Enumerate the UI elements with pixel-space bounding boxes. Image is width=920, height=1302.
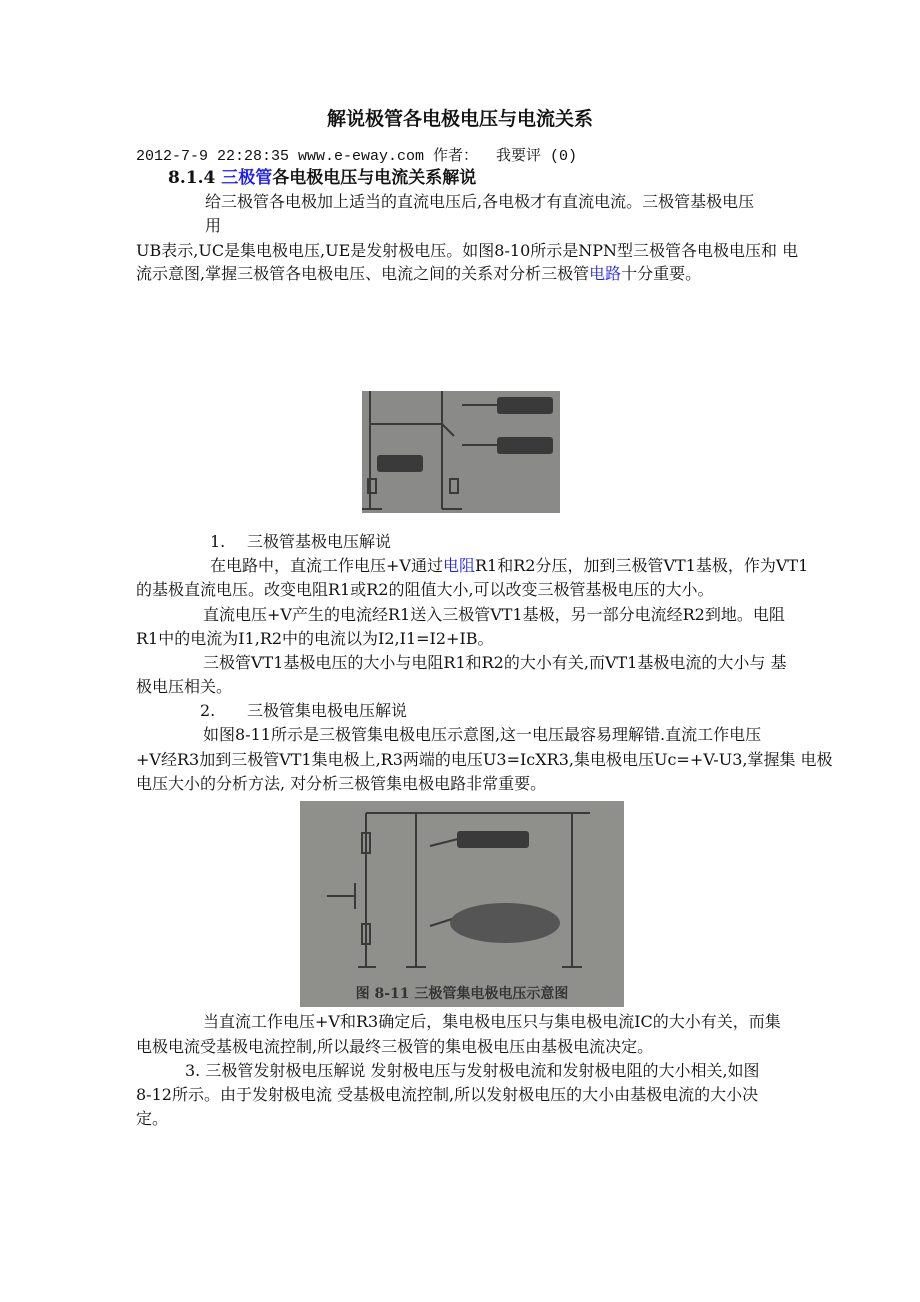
text: 在电路中，直流工作电压+V通过	[210, 556, 443, 575]
paragraph-line: 直流电压+V产生的电流经R1送入三极管VT1基极，另一部分电流经R2到地。电阻	[203, 605, 785, 624]
collector-voltage-diagram	[300, 801, 624, 1007]
section1-number: 1.	[210, 532, 226, 551]
intro-text: 十分重要。	[621, 264, 702, 283]
section1-title: 三极管基极电压解说	[247, 532, 392, 551]
intro-line: 用	[205, 216, 222, 235]
section2-number: 2.	[200, 701, 216, 720]
intro-line: 给三极管各电极加上适当的直流电压后,各电极才有直流电流。三极管基极电压	[205, 192, 755, 211]
page-title: 解说极管各电极电压与电流关系	[326, 108, 593, 130]
intro-line	[136, 264, 701, 284]
section3-line: 8-12所示。由于发射极电流 受基极电流控制,所以发射极电压的大小由基极电流的大小决	[136, 1085, 759, 1104]
section3-line: 定。	[136, 1109, 169, 1128]
paragraph-line: 极电压相关。	[136, 677, 233, 696]
section-heading	[168, 168, 476, 188]
figure-8-10-image	[362, 391, 560, 513]
paragraph-line: 当直流工作电压+V和R3确定后，集电极电压只与集电极电流IC的大小有关，而集	[203, 1012, 781, 1031]
intro-text: 流示意图,掌握三极管各电极电压、电流之间的关系对分析三极管	[136, 264, 590, 283]
paragraph-line: 的基极直流电压。改变电阻R1或R2的阻值大小,可以改变三极管基极电压的大小。	[136, 580, 714, 599]
section3-line: 3. 三极管发射极电压解说 发射极电压与发射极电流和发射极电阻的大小相关,如图	[185, 1061, 760, 1080]
figure-caption: 图 8-11 三极管集电极电压示意图	[355, 986, 569, 1002]
link-circuit[interactable]: 电路	[589, 264, 622, 283]
text: R1和R2分压，加到三极管VT1基极，作为VT1	[474, 556, 809, 575]
paragraph-line: 电压大小的分析方法, 对分析三极管集电极电路非常重要。	[136, 774, 547, 793]
heading-number: 8.1.4	[168, 168, 222, 188]
heading-text: 各电极电压与电流关系解说	[272, 168, 477, 188]
paragraph-line: R1中的电流为I1,R2中的电流以为I2,I1=I2+IB。	[136, 629, 494, 648]
section2-title: 三极管集电极电压解说	[247, 701, 408, 720]
paragraph-line: +V经R3加到三极管VT1集电极上,R3两端的电压U3=IcXR3,集电极电压Uc=+V-U3,掌握集 电极	[136, 750, 833, 769]
paragraph-line: 电极电流受基极电流控制,所以最终三极管的集电极电压由基极电流决定。	[136, 1037, 654, 1056]
intro-line: UB表示,UC是集电极电压,UE是发射极电压。如图8-10所示是NPN型三极管各电极电压和 电	[136, 241, 799, 260]
paragraph-line: 如图8-11所示是三极管集电极电压示意图,这一电压最容易理解错.直流工作电压	[203, 725, 762, 744]
figure-8-11-image	[300, 801, 624, 1007]
circuit-diagram	[362, 391, 560, 513]
link-resistor[interactable]: 电阻	[442, 556, 475, 575]
paragraph-line: 三极管VT1基极电压的大小与电阻R1和R2的大小有关,而VT1基极电流的大小与 基	[203, 653, 787, 672]
paragraph-line	[210, 556, 808, 576]
article-meta: 2012-7-9 22:28:35 www.e-eway.com 作者： 我要评 (0)	[136, 148, 578, 165]
link-transistor[interactable]: 三极管	[221, 168, 273, 188]
